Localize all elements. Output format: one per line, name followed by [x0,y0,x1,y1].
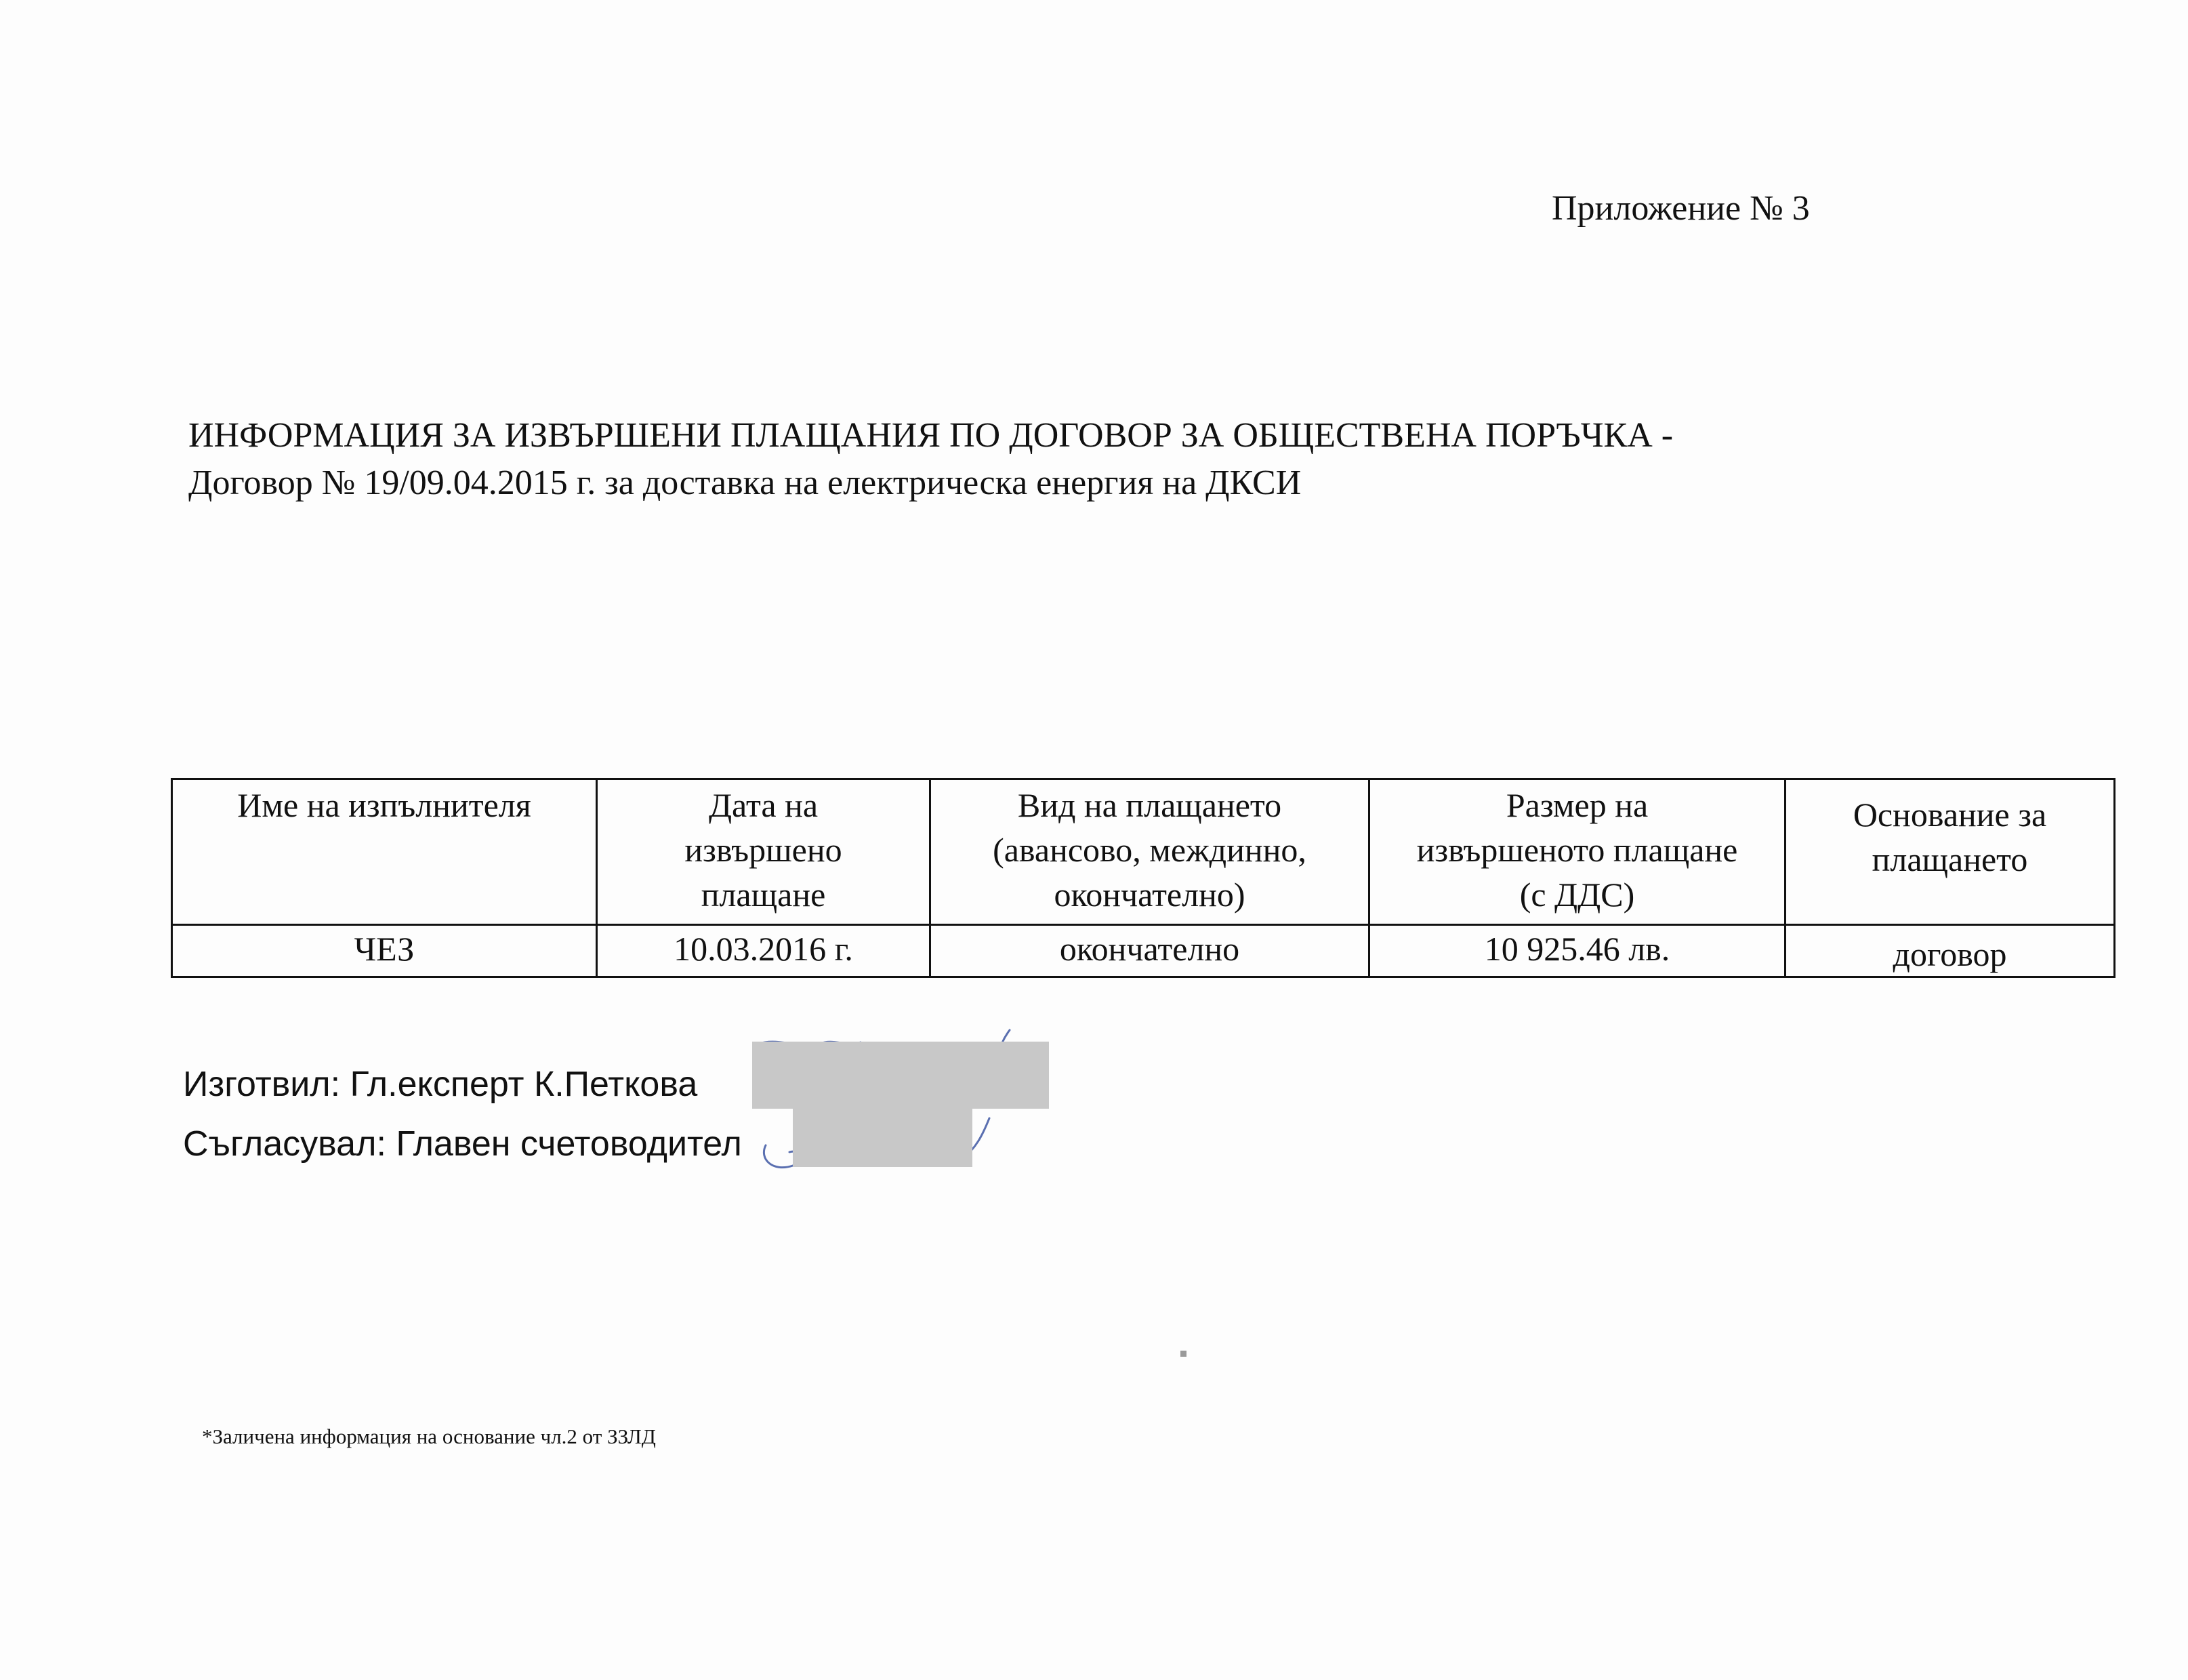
header-amount-line-2: извършеното плащане [1416,831,1738,869]
approved-by-line: Съгласувал: Главен счетоводител [183,1124,742,1164]
header-amount-line-1: Размер на [1506,786,1649,824]
cell-payment-date: 10.03.2016 г. [597,925,930,977]
title-line-2: Договор № 19/09.04.2015 г. за доставка на електрическа енергия на ДКСИ [188,464,1302,502]
signature-block [183,1054,742,1174]
header-payment-date-line-2: извършено [684,831,842,869]
scan-speck [1180,1351,1186,1357]
header-contractor [172,779,597,925]
header-amount [1369,779,1786,925]
prepared-by-line: Изготвил: Гл.експерт К.Петкова [183,1065,698,1104]
header-payment-date [597,779,930,925]
header-payment-type-line-2: (авансово, междинно, [993,831,1306,869]
header-payment-date-line-3: плащане [701,876,826,914]
cell-contractor: ЧЕЗ [172,925,597,977]
annex-label: Приложение № 3 [1552,189,1810,228]
header-basis-line-1: Основание за [1853,796,2047,834]
header-payment-type-line-3: окончателно) [1054,876,1245,914]
header-basis-line-2: плащането [1872,840,2028,878]
footnote: *Заличена информация на основание чл.2 от ЗЗЛД [202,1425,656,1448]
cell-amount: 10 925.46 лв. [1369,925,1786,977]
table-header-row [172,779,2115,925]
header-contractor-line-1: Име на изпълнителя [237,786,531,824]
document-title [188,412,1673,507]
redaction-box [752,1042,1049,1109]
header-basis [1786,779,2115,925]
header-payment-type [930,779,1369,925]
header-amount-line-3: (с ДДС) [1519,876,1635,914]
cell-basis: договор [1786,925,2115,977]
header-payment-type-line-1: Вид на плащането [1017,786,1282,824]
header-payment-date-line-1: Дата на [708,786,819,824]
cell-payment-type: окончателно [930,925,1369,977]
title-line-1: ИНФОРМАЦИЯ ЗА ИЗВЪРШЕНИ ПЛАЩАНИЯ ПО ДОГОВОР ЗА ОБЩЕСТВЕНА ПОРЪЧКА - [188,416,1674,455]
table-row [172,925,2115,977]
redaction-box [793,1109,972,1167]
payments-table [171,778,2115,978]
